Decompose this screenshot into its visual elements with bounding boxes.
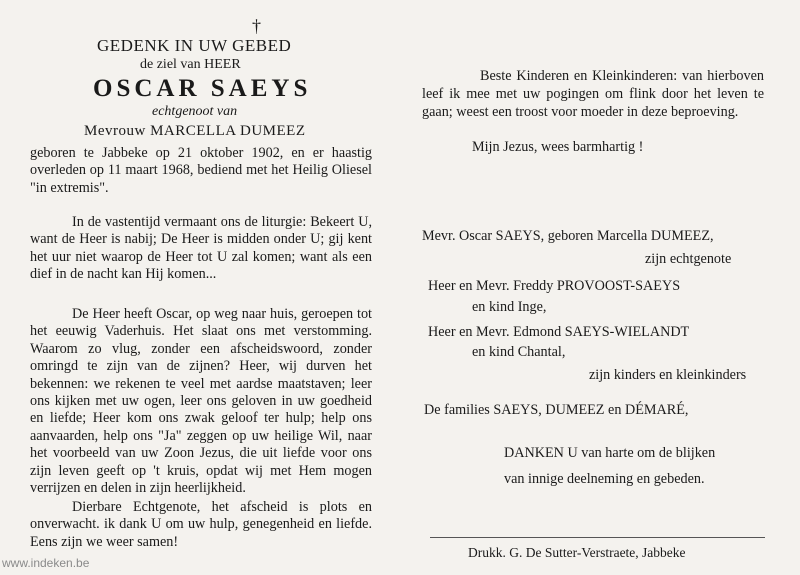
family-entry-1-line2: zijn echtgenote xyxy=(645,251,732,267)
prayer-line: Mijn Jezus, wees barmhartig ! xyxy=(472,139,644,155)
children-label: zijn kinders en kleinkinders xyxy=(589,367,747,383)
cross-icon: † xyxy=(252,16,261,36)
watermark: www.indeken.be xyxy=(2,556,90,570)
family-entry-3-line2: en kind Chantal, xyxy=(472,344,566,360)
spouse-farewell-paragraph: Dierbare Echtgenote, het afscheid is plots en onverwacht. ik dank U om uw hulp, genegenheid en liefde. Eens zijn we weer samen! xyxy=(30,499,372,550)
spouse-name: Mevrouw MARCELLA DUMEEZ xyxy=(84,123,306,139)
deceased-name: OSCAR SAEYS xyxy=(93,75,312,102)
memorial-header: GEDENK IN UW GEBED xyxy=(97,36,292,55)
reflection-paragraph: De Heer heeft Oscar, op weg naar huis, geroepen tot het eeuwig Vaderhuis. Het slaat ons met verstomming. Waarom zo vlug, zonder een afscheidswoord, zonder omringd te zijn van de zijnen? Heer, wij durven het bekennen: we rekenen te veel met aardse maatstaven; leer ons kijken met uw ogen, leer ons geloven in uw goedheid en liefde; Heer kom ons zwak geloof ter hulp; help ons aanvaarden, help ons "Ja" zeggen op uw heilige Wil, naar het voorbeeld van uw Zoon Jezus, die uit liefde voor ons zijn leven geeft op 't kruis, opdat wij met Hem mogen verrijzen en delen in zijn heerlijkheid. xyxy=(30,306,372,497)
thanks-line-1: DANKEN U van harte om de blijken xyxy=(504,445,716,461)
message-to-children: Beste Kinderen en Kleinkinderen: van hierboven leef ik mee met uw pogingen om flink door het leven te gaan; weest een troost voor moeder in deze beproeving. xyxy=(422,68,764,120)
footer-divider xyxy=(430,537,765,538)
spouse-of-label: echtgenoot van xyxy=(152,104,238,119)
thanks-line-2: van innige deelneming en gebeden. xyxy=(504,471,705,487)
liturgy-paragraph: In de vastentijd vermaant ons de liturgie: Bekeert U, want de Heer is nabij; De Heer is midden onder U; gij kent het uur niet waarop de Heer tot U zal komen; want als een dief in de nacht kan Hij komen... xyxy=(30,214,372,283)
family-entry-2-line2: en kind Inge, xyxy=(472,299,547,315)
printer-credit: Drukk. G. De Sutter-Verstraete, Jabbeke xyxy=(468,545,686,560)
soul-line: de ziel van HEER xyxy=(140,57,241,72)
family-entry-1-line1: Mevr. Oscar SAEYS, geboren Marcella DUMEEZ, xyxy=(422,228,714,244)
families-line: De families SAEYS, DUMEEZ en DÉMARÉ, xyxy=(424,402,689,418)
family-entry-3-line1: Heer en Mevr. Edmond SAEYS-WIELANDT xyxy=(428,324,690,340)
bio-text: geboren te Jabbeke op 21 oktober 1902, en er haastig overleden op 11 maart 1968, bediend met het Heilig Oliesel "in extremis". xyxy=(30,145,372,196)
family-entry-2-line1: Heer en Mevr. Freddy PROVOOST-SAEYS xyxy=(428,278,681,294)
